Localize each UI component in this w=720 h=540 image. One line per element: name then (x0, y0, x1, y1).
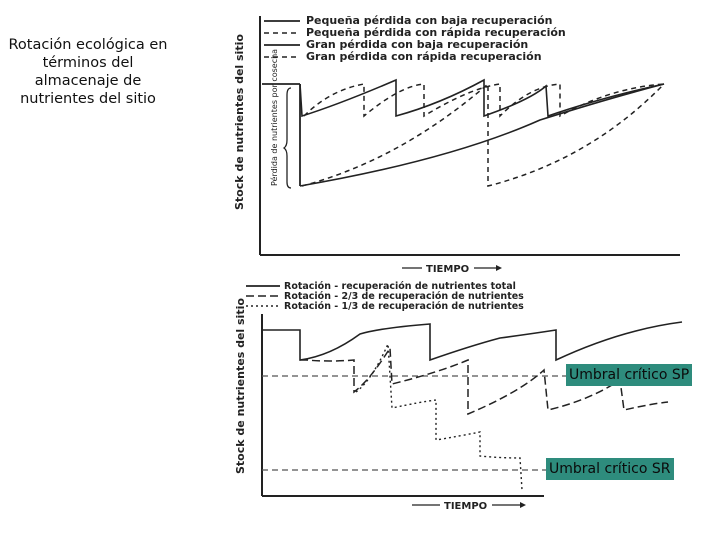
caption-line: Rotación ecológica en (8, 37, 168, 53)
loss-bracket (284, 88, 291, 188)
y-axis-label: Stock de nutrientes del sitio (233, 34, 246, 210)
legend-label: Rotación - recuperación de nutrientes total (284, 281, 516, 292)
legend-label: Rotación - 1/3 de recuperación de nutrientes (284, 301, 524, 312)
legend-label: Gran pérdida con rápida recuperación (306, 50, 542, 63)
caption-line: términos del (42, 55, 134, 71)
top-chart (233, 14, 680, 275)
series-one-third (356, 344, 522, 490)
x-axis-label: TIEMPO (426, 264, 470, 275)
legend-label: Rotación - 2/3 de recuperación de nutrientes (284, 291, 524, 302)
legend-label: Gran pérdida con baja recuperación (306, 38, 529, 51)
series-full (262, 322, 682, 360)
threshold-label-sp: Umbral crítico SP (566, 364, 692, 386)
arrow-head-icon (496, 265, 502, 271)
x-axis-label: TIEMPO (444, 501, 488, 512)
caption-line: nutrientes del sitio (20, 91, 156, 107)
bracket-label: Pérdida de nutrientes por cosecha (270, 48, 279, 186)
series-large-slow (300, 84, 664, 186)
caption-line: almacenaje de (34, 73, 142, 89)
y-axis-label: Stock de nutrientes del sitio (234, 298, 247, 474)
legend-label: Pequeña pérdida con rápida recuperación (306, 26, 566, 39)
threshold-label-sr: Umbral crítico SR (546, 458, 674, 480)
legend-label: Pequeña pérdida con baja recuperación (306, 14, 553, 27)
series-small-slow (300, 80, 664, 116)
arrow-head-icon (520, 502, 526, 508)
